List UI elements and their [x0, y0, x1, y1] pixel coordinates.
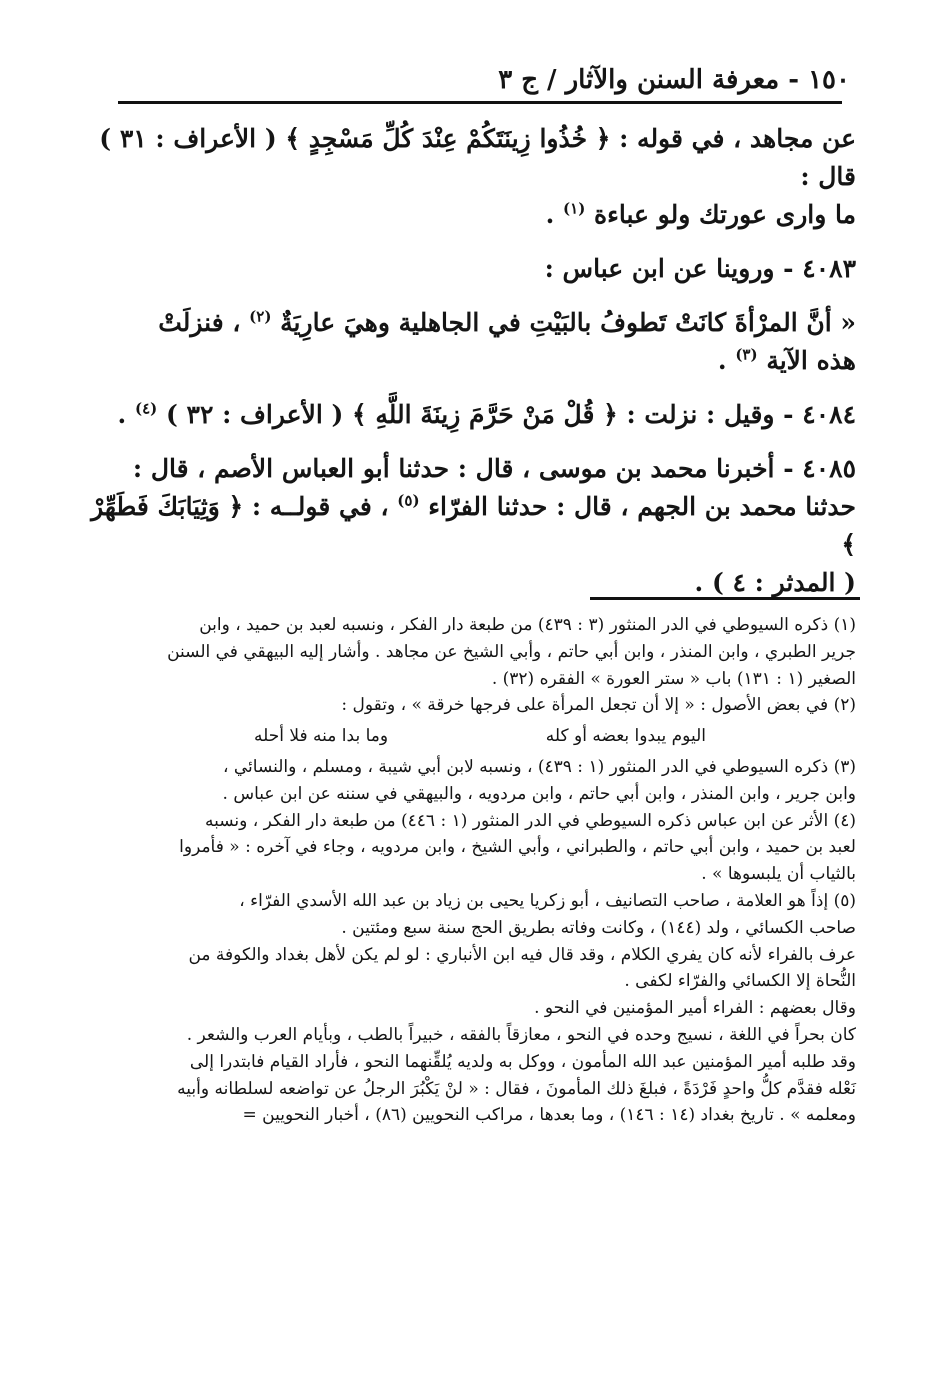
- paragraph-mujahid: [74, 120, 856, 234]
- footnote-ref: (١): [563, 199, 586, 218]
- poem-verse: [74, 719, 856, 754]
- text-line: [74, 304, 856, 342]
- footnote-line: (٤) الأثر عن ابن عباس ذكره السيوطي في الدر المنثور (١ : ٤٤٦) من طبعة دار الفكر ، ونسبه: [204, 810, 856, 831]
- header-rule: [118, 101, 842, 104]
- footnote-1: [74, 612, 856, 692]
- text-span: هذه الآية: [766, 346, 856, 375]
- footnote-4: [74, 808, 856, 888]
- footnote-line: (٥) إذاً هو العلامة ، صاحب التصانيف ، أبو زكريا يحيى بن زياد بن عبد الله الأسدي الفرّاء ،: [239, 890, 856, 911]
- text-line: [74, 342, 856, 380]
- text-span: ما وارى عورتك ولو عباءة: [594, 200, 856, 229]
- text-span: « أنَّ المرْأةَ كانَتْ تَطوفُ بالبَيْتِ في الجاهلية وهيَ عارِيَةٌ: [280, 308, 856, 337]
- footnote-2: [74, 692, 856, 754]
- footnote-line: الصغير (١ : ١٣١) باب « ستر العورة » الفقره (٣٢) .: [491, 668, 856, 689]
- paragraph-4084: [74, 396, 856, 434]
- text-line: عن مجاهد ، في قوله : ﴿ خُذُوا زِينَتَكُمْ عِنْدَ كُلِّ مَسْجِدٍ ﴾ ( الأعراف : ٣١ ) قال :: [99, 124, 856, 191]
- footnote-line: نَعْله فقدَّم كلُّ واحدٍ فَرْدَةً ، فبلغَ ذلك المأمونَ ، فقال : « لنْ يَكْبُرَ الرجلُ عن تواضعه لسلطانه وأبيه: [177, 1078, 856, 1099]
- verse-hemistich-left: وما بدا منه فلا أحله: [254, 726, 389, 747]
- text-line: [74, 488, 856, 564]
- text-span: .: [717, 346, 727, 375]
- footnote-line: وقد طلبه أمير المؤمنين عبد الله المأمون ، ووكل به ولديه يُلقِّنهما النحو ، فأراد القيام فابتدرا إلى: [189, 1051, 856, 1072]
- footnote-ref: (٥): [397, 491, 420, 510]
- footnote-5: [74, 888, 856, 1129]
- footnote-3: [74, 754, 856, 808]
- paragraph-4083: [74, 250, 856, 288]
- footnote-line: لعبد بن حميد ، وابن أبي حاتم ، والطبراني ، وأبي الشيخ ، وابن مردويه ، وجاء في آخره : « فأمروا: [179, 837, 856, 858]
- text-line: ( المدثر : ٤ ) .: [694, 568, 856, 597]
- paragraph-4085: [74, 450, 856, 602]
- footnote-line: عرف بالفراء لأنه كان يفري الكلام ، وقد قال فيه ابن الأنباري : لو لم يكن لأهل بغداد والكوفة من: [188, 944, 856, 965]
- footnote-line: (١) ذكره السيوطي في الدر المنثور (٣ : ٤٣٩) من طبعة دار الفكر ، ونسبه لعبد بن حميد ، وابن: [199, 615, 856, 635]
- footnote-line: النُّحاة إلا الكسائي والفرّاء لكفى .: [624, 971, 856, 992]
- text-span: ٤٠٨٤ - وقيل : نزلت : ﴿ قُلْ مَنْ حَرَّمَ زِينَةَ اللَّهِ ﴾ ( الأعراف : ٣٢ ): [165, 400, 856, 429]
- footnote-ref: (٣): [735, 345, 758, 364]
- footnotes: [74, 612, 856, 1129]
- footnote-line: وابن جرير ، وابن المنذر ، وابن أبي حاتم ، وابن مردويه ، والبيهقي في سننه عن ابن عباس .: [222, 783, 856, 804]
- footnote-ref: (٢): [249, 307, 272, 326]
- footnote-line: وقال بعضهم : الفراء أمير المؤمنين في النحو .: [534, 998, 856, 1019]
- text-line: [74, 396, 856, 434]
- verse-hemistich-right: اليوم يبدوا بعضه أو كله: [545, 726, 706, 747]
- running-header: ١٥٠ - معرفة السنن والآثار / ج ٣: [498, 65, 850, 95]
- footnote-line: بالثياب أن يلبسوها » .: [701, 864, 856, 885]
- text-span: ، فنزلَتْ: [158, 308, 241, 337]
- text-span: .: [545, 200, 555, 229]
- text-line: [74, 196, 856, 234]
- footnote-line: صاحب الكسائي ، ولد (١٤٤) ، وكانت وفاته بطريق الحج سنة سبع ومئتين .: [341, 917, 856, 938]
- footnote-separator: [590, 597, 860, 600]
- footnote-line: جرير الطبري ، وابن المنذر ، وابن أبي حاتم ، وأبي الشيخ عن مجاهد . وأشار إليه البيهقي في السنن: [167, 641, 856, 662]
- text-line: ٤٠٨٥ - أخبرنا محمد بن موسى ، قال : حدثنا أبو العباس الأصم ، قال :: [132, 454, 856, 483]
- footnote-line: كان بحراً في اللغة ، نسيج وحده في النحو ، معازقاً بالفقه ، خبيراً بالطب ، وبأيام العرب والشعر .: [186, 1024, 856, 1045]
- footnote-line: ومعلمه » . تاريخ بغداد (١٤ : ١٤٦) ، وما بعدها ، مراكب النحويين (٨٦) ، أخبار النحويين =: [242, 1105, 856, 1126]
- text-span: حدثنا محمد بن الجهم ، قال : حدثنا الفرّاء: [428, 492, 856, 521]
- footnote-ref: (٤): [134, 399, 158, 418]
- main-text: [74, 120, 856, 618]
- footnote-line: (٣) ذكره السيوطي في الدر المنثور (١ : ٤٣٩) ، ونسبه لابن أبي شيبة ، ومسلم ، والنسائي ،: [222, 756, 856, 777]
- footnote-line: (٢) في بعض الأصول : « إلا أن تجعل المرأة على فرجها خرقة » ، وتقول :: [341, 695, 856, 716]
- text-span: .: [117, 400, 127, 429]
- text-span: ، في قولــه : ﴿ وَثِيَابَكَ فَطَهِّرْ ﴾: [91, 492, 856, 559]
- paragraph-hadith: [74, 304, 856, 380]
- text-line: ٤٠٨٣ - وروينا عن ابن عباس :: [544, 254, 856, 283]
